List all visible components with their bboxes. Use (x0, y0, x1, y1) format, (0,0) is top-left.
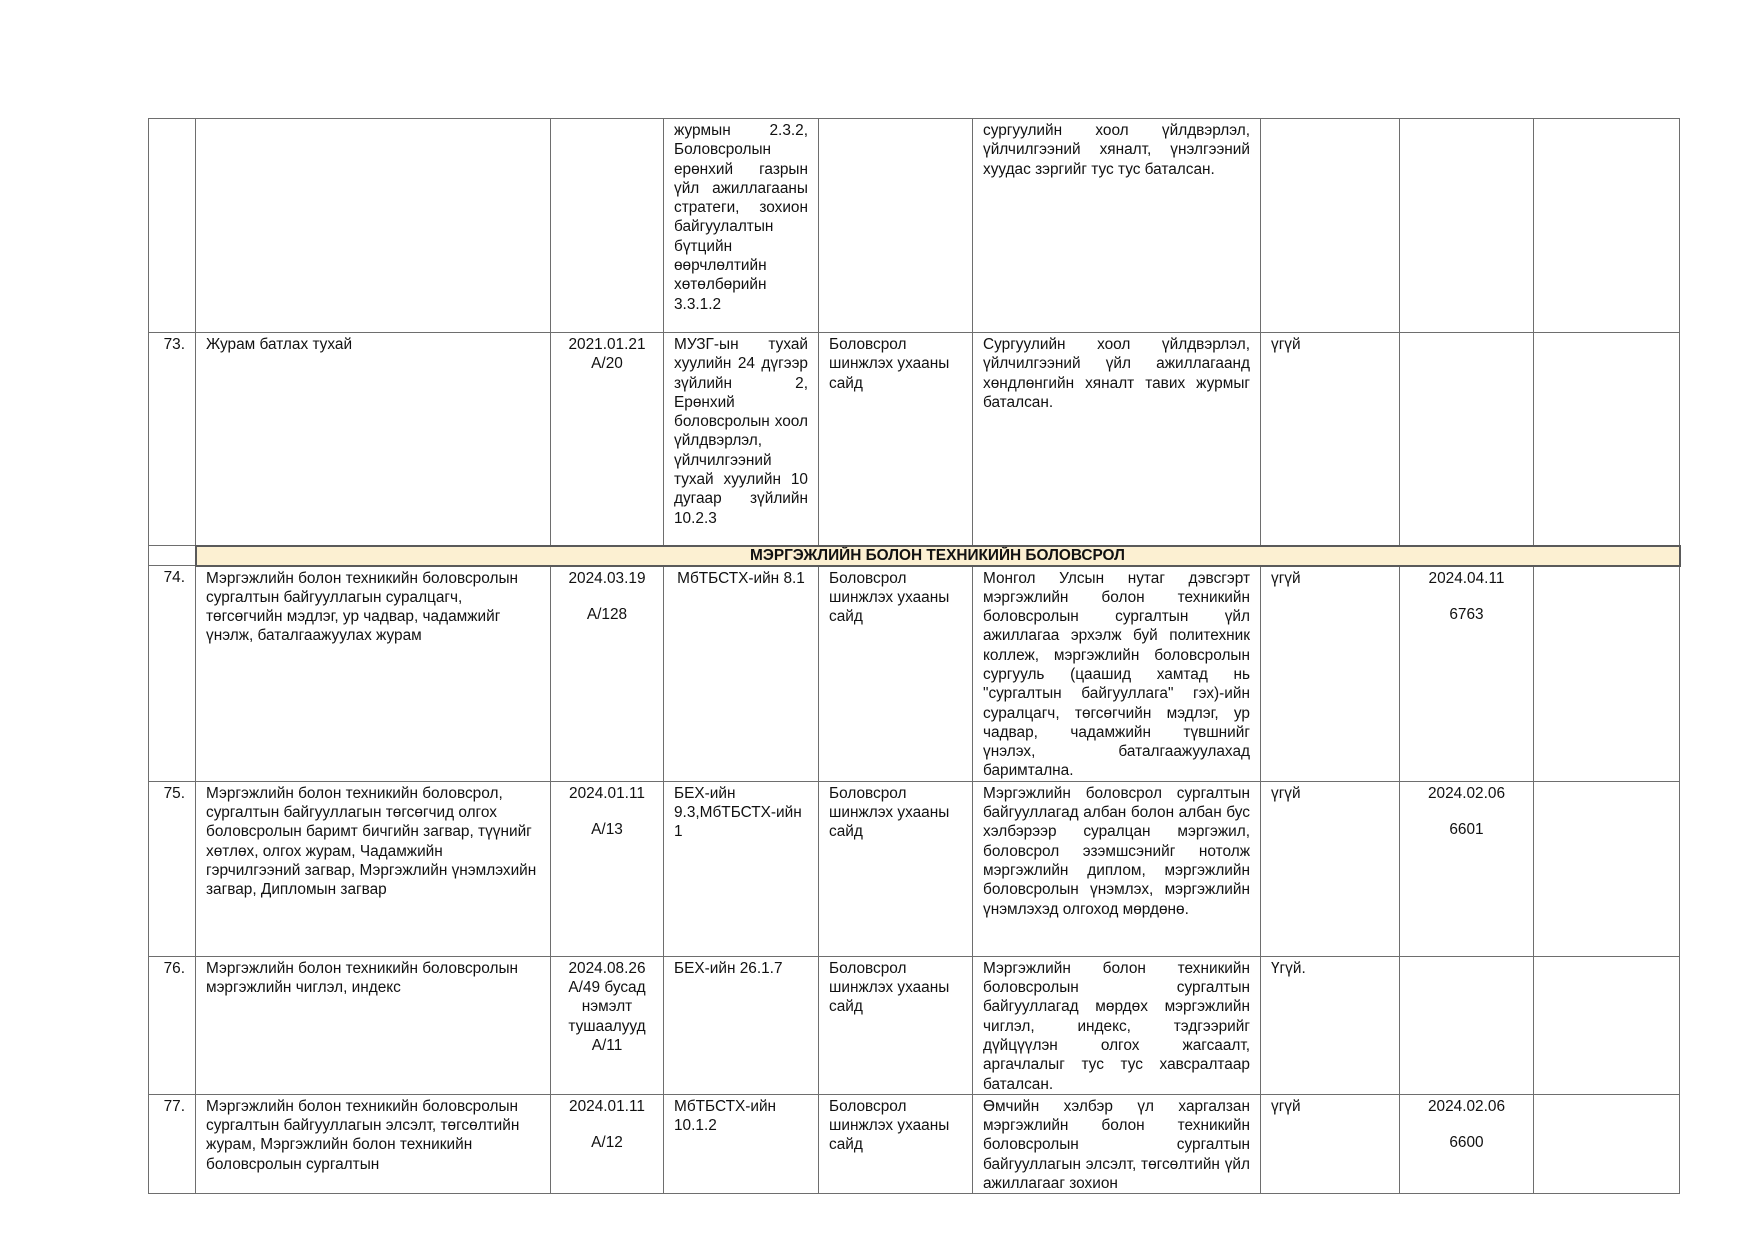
cell-status: үгүй (1261, 566, 1400, 782)
table-row (149, 566, 1680, 782)
cell-status: үгүй (1261, 1094, 1400, 1193)
cell-no (149, 119, 196, 333)
table-row (149, 333, 1680, 546)
cell-status: үгүй (1261, 781, 1400, 956)
cell-note (1534, 781, 1680, 956)
cell-note (1534, 333, 1680, 546)
act-order: А/128 (586, 605, 628, 623)
act-date: 2024.03.19 (568, 569, 646, 587)
act-date: 2024.01.11 (569, 784, 645, 802)
cell-no: 76. (149, 956, 196, 1094)
cell-no: 77. (149, 1094, 196, 1193)
act-date: 2024.01.11 (569, 1097, 645, 1115)
cell-registration (1400, 566, 1534, 782)
cell-status (1261, 119, 1400, 333)
cell-legal-basis: МбТБСТХ-ийн 10.1.2 (664, 1094, 819, 1193)
cell-date (551, 781, 664, 956)
cell-registration (1400, 333, 1534, 546)
table-row (149, 956, 1680, 1094)
cell-registration (1400, 956, 1534, 1094)
cell-title: Журам батлах тухай (196, 333, 551, 546)
act-order: А/13 (591, 821, 623, 839)
cell-title: Мэргэжлийн болон техникийн боловсрол, сургалтын байгууллагын төгсөгчид олгох боловсролын баримт бичгийн загвар, түүнийг хөтлөх, олгох журам, Чадамжийн гэрчилгээний загвар, Мэргэжлийн үнэмлэхийн загвар, Дипломын загвар (196, 781, 551, 956)
cell-legal-basis: МУЗГ-ын тухай хуулийн 24 дүгээр зүйлийн 2, Ерөнхий боловсролын хоол үйлдвэрлэл, үйлчилгээний тухай хуулийн 10 дугаар зүйлийн 10.2.3 (664, 333, 819, 546)
cell-note (1534, 119, 1680, 333)
table-row-continued (149, 119, 1680, 333)
cell-description: Мэргэжлийн болон техникийн боловсролын сургалтын байгууллагад мөрдөх мэргэжлийн чиглэл, индекс, тэдгээрийг дүйцүүлэн олгох жагсаалт, аргачлалыг тус тус хавсралтаар баталсан. (973, 956, 1261, 1094)
cell-date (551, 333, 664, 546)
reg-number: 6763 (1449, 605, 1484, 623)
reg-number: 6601 (1449, 821, 1484, 839)
cell-registration (1400, 119, 1534, 333)
cell-issuer: Боловсрол шинжлэх ухааны сайд (819, 566, 973, 782)
cell-date (551, 1094, 664, 1193)
table-row (149, 1094, 1680, 1193)
cell-date (551, 956, 664, 1094)
cell-issuer: Боловсрол шинжлэх ухааны сайд (819, 781, 973, 956)
reg-date: 2024.02.06 (1427, 1097, 1506, 1115)
reg-date: 2024.02.06 (1427, 784, 1506, 802)
cell-status: Үгүй. (1261, 956, 1400, 1094)
cell-no (149, 546, 196, 566)
act-date: 2021.01.21 (568, 336, 646, 353)
act-order: А/12 (591, 1134, 623, 1152)
reg-date: 2024.04.11 (1428, 569, 1505, 587)
cell-title (196, 119, 551, 333)
cell-description: сургуулийн хоол үйлдвэрлэл, үйлчилгээний хяналт, үнэлгээний хуудас зэргийг тус тус баталсан. (973, 119, 1261, 333)
cell-description: Мэргэжлийн боловсрол сургалтын байгууллагад албан болон албан бус хэлбэрээр суралцан мэргэжил, боловсрол эзэмшсэнийг нотолж мэргэжлийн диплом, мэргэжлийн боловсролын үнэмлэх, мэргэжлийн үнэмлэхэд олгоход мөрдөнө. (973, 781, 1261, 956)
cell-date (551, 119, 664, 333)
legal-acts-table (148, 118, 1681, 1194)
cell-legal-basis: БЕХ-ийн 9.3,МбТБСТХ-ийн 1 (664, 781, 819, 956)
cell-registration (1400, 1094, 1534, 1193)
cell-issuer: Боловсрол шинжлэх ухааны сайд (819, 956, 973, 1094)
cell-legal-basis: журмын 2.3.2, Боловсролын ерөнхий газрын үйл ажиллагааны стратеги, зохион байгуулалтын бүтцийн өөрчлөлтийн хөтөлбөрийн 3.3.1.2 (664, 119, 819, 333)
cell-title: Мэргэжлийн болон техникийн боловсролын сургалтын байгууллагын элсэлт, төгсөлтийн журам, Мэргэжлийн болон техникийн боловсролын сургалтын (196, 1094, 551, 1193)
cell-description: Сургуулийн хоол үйлдвэрлэл, үйлчилгээний үйл ажиллагаанд хөндлөнгийн хяналт тавих журмыг баталсан. (973, 333, 1261, 546)
cell-no: 74. (149, 566, 196, 782)
cell-description: Монгол Улсын нутаг дэвсгэрт мэргэжлийн болон техникийн боловсролын сургалтын үйл ажиллагаа эрхэлж буй политехник коллеж, мэргэжлийн боловсролын сургууль (цаашид хамтад нь "сургалтын байгууллага" гэх)-ийн суралцагч, төгсөгчийн мэдлэг, ур чадвар, чадамжийн түвшнийг үнэлэх, баталгаажуулахад баримтална. (973, 566, 1261, 782)
cell-legal-basis: МбТБСТХ-ийн 8.1 (664, 566, 819, 782)
section-title: МЭРГЭЖЛИЙН БОЛОН ТЕХНИКИЙН БОЛОВСРОЛ (196, 546, 1680, 566)
cell-description: Өмчийн хэлбэр үл харгалзан мэргэжлийн болон техникийн боловсролын сургалтын байгууллагын элсэлт, төгсөлтийн үйл ажиллагааг зохион (973, 1094, 1261, 1193)
cell-no: 75. (149, 781, 196, 956)
cell-legal-basis: БЕХ-ийн 26.1.7 (664, 956, 819, 1094)
cell-issuer (819, 119, 973, 333)
act-order: А/20 (591, 355, 623, 373)
act-order: А/49 бусад нэмэлт тушаалууд А/11 (568, 979, 646, 1054)
cell-issuer: Боловсрол шинжлэх ухааны сайд (819, 333, 973, 546)
cell-note (1534, 1094, 1680, 1193)
cell-registration (1400, 781, 1534, 956)
cell-issuer: Боловсрол шинжлэх ухааны сайд (819, 1094, 973, 1193)
table-row (149, 781, 1680, 956)
act-date: 2024.08.26 (568, 959, 646, 977)
cell-date (551, 566, 664, 782)
cell-note (1534, 956, 1680, 1094)
cell-no: 73. (149, 333, 196, 546)
cell-title: Мэргэжлийн болон техникийн боловсролын сургалтын байгууллагын суралцагч, төгсөгчийн мэдлэг, ур чадвар, чадамжийг үнэлж, баталгаажуулах журам (196, 566, 551, 782)
reg-number: 6600 (1449, 1134, 1484, 1152)
cell-note (1534, 566, 1680, 782)
cell-status: үгүй (1261, 333, 1400, 546)
cell-title: Мэргэжлийн болон техникийн боловсролын мэргэжлийн чиглэл, индекс (196, 956, 551, 1094)
section-header-row (149, 546, 1680, 566)
document-page (148, 118, 1681, 1194)
